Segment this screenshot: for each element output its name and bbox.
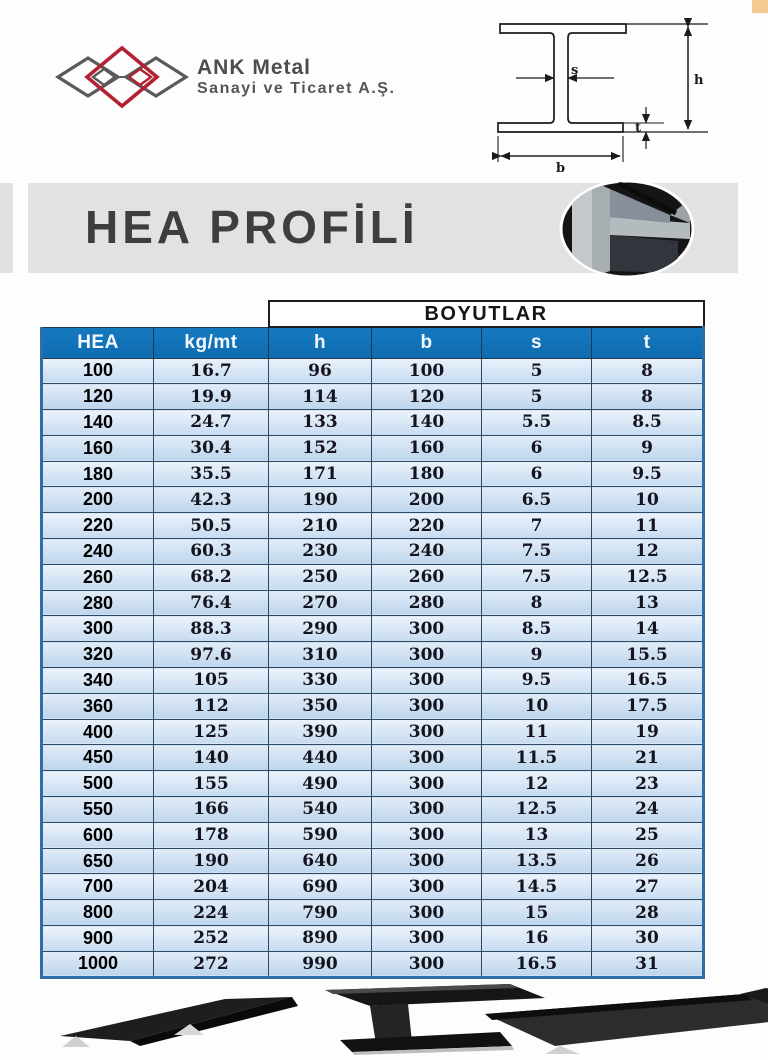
cell: 300 <box>372 822 482 848</box>
col-header-kg-mt: kg/mt <box>154 327 269 358</box>
logo-diamonds-icon <box>55 44 189 110</box>
cell: 272 <box>154 951 269 977</box>
cell: 120 <box>42 384 154 410</box>
cell: 140 <box>154 745 269 771</box>
boyutlar-header: BOYUTLAR <box>269 301 704 327</box>
table-row <box>42 771 704 797</box>
cell: 17.5 <box>592 693 704 719</box>
cell: 9 <box>592 435 704 461</box>
dim-label-h: h <box>694 73 704 88</box>
cell: 500 <box>42 771 154 797</box>
cell: 23 <box>592 771 704 797</box>
cell: 250 <box>269 564 372 590</box>
col-header-b: b <box>372 327 482 358</box>
cell: 42.3 <box>154 487 269 513</box>
cell: 140 <box>42 410 154 436</box>
cell: 190 <box>269 487 372 513</box>
cell: 8 <box>592 384 704 410</box>
table-row <box>42 616 704 642</box>
spec-table <box>40 300 705 979</box>
banner-left-strip <box>0 183 13 273</box>
cell: 11 <box>592 513 704 539</box>
table-row <box>42 384 704 410</box>
table-row <box>42 461 704 487</box>
cell: 310 <box>269 642 372 668</box>
cell: 340 <box>42 668 154 694</box>
banner <box>28 183 738 273</box>
cell: 7.5 <box>482 539 592 565</box>
page-title: HEA PROFİLİ <box>85 201 419 253</box>
cell: 280 <box>42 590 154 616</box>
cell: 330 <box>269 668 372 694</box>
table-row <box>42 719 704 745</box>
cell: 260 <box>372 564 482 590</box>
cell: 15.5 <box>592 642 704 668</box>
table-row <box>42 435 704 461</box>
cell: 100 <box>372 358 482 384</box>
cell: 21 <box>592 745 704 771</box>
table-row <box>42 874 704 900</box>
table-row <box>42 358 704 384</box>
cell: 105 <box>154 668 269 694</box>
cell: 12.5 <box>482 797 592 823</box>
cell: 270 <box>269 590 372 616</box>
cell: 12 <box>482 771 592 797</box>
cell: 125 <box>154 719 269 745</box>
cell: 360 <box>42 693 154 719</box>
table-row <box>42 487 704 513</box>
table-row <box>42 797 704 823</box>
beam-diagram <box>488 8 718 176</box>
cell: 300 <box>372 668 482 694</box>
cell: 14 <box>592 616 704 642</box>
cell: 490 <box>269 771 372 797</box>
steel-profiles-photo <box>40 984 768 1056</box>
cell: 13.5 <box>482 848 592 874</box>
cell: 178 <box>154 822 269 848</box>
cell: 230 <box>269 539 372 565</box>
cell: 27 <box>592 874 704 900</box>
table-row <box>42 539 704 565</box>
cell: 300 <box>372 616 482 642</box>
cell: 240 <box>42 539 154 565</box>
cell: 300 <box>372 771 482 797</box>
cell: 7.5 <box>482 564 592 590</box>
cell: 300 <box>372 926 482 952</box>
cell: 171 <box>269 461 372 487</box>
cell: 24 <box>592 797 704 823</box>
table-body <box>42 358 704 977</box>
cell: 13 <box>592 590 704 616</box>
cell: 200 <box>42 487 154 513</box>
cell: 300 <box>372 745 482 771</box>
table-row <box>42 590 704 616</box>
company-logo <box>55 44 395 110</box>
cell: 280 <box>372 590 482 616</box>
cell: 8 <box>482 590 592 616</box>
cell: 204 <box>154 874 269 900</box>
cell: 390 <box>269 719 372 745</box>
cell: 30 <box>592 926 704 952</box>
cell: 220 <box>42 513 154 539</box>
cell: 690 <box>269 874 372 900</box>
cell: 100 <box>42 358 154 384</box>
cell: 16.5 <box>482 951 592 977</box>
cell: 10 <box>592 487 704 513</box>
table-row <box>42 668 704 694</box>
table-row <box>42 745 704 771</box>
cell: 210 <box>269 513 372 539</box>
table-row <box>42 513 704 539</box>
cell: 300 <box>372 848 482 874</box>
cell: 8.5 <box>592 410 704 436</box>
cell: 140 <box>372 410 482 436</box>
company-subtitle: Sanayi ve Ticaret A.Ş. <box>197 79 396 97</box>
cell: 16.5 <box>592 668 704 694</box>
cell: 1000 <box>42 951 154 977</box>
cell: 24.7 <box>154 410 269 436</box>
cell: 16 <box>482 926 592 952</box>
cell: 290 <box>269 616 372 642</box>
cell: 400 <box>42 719 154 745</box>
cell: 152 <box>269 435 372 461</box>
cell: 160 <box>372 435 482 461</box>
cell: 60.3 <box>154 539 269 565</box>
cell: 12 <box>592 539 704 565</box>
cell: 19.9 <box>154 384 269 410</box>
cell: 650 <box>42 848 154 874</box>
cell: 13 <box>482 822 592 848</box>
cell: 31 <box>592 951 704 977</box>
cell: 800 <box>42 900 154 926</box>
cell: 240 <box>372 539 482 565</box>
table-header-row <box>42 327 704 358</box>
cell: 200 <box>372 487 482 513</box>
cell: 790 <box>269 900 372 926</box>
cell: 5.5 <box>482 410 592 436</box>
cell: 700 <box>42 874 154 900</box>
cell: 35.5 <box>154 461 269 487</box>
cell: 26 <box>592 848 704 874</box>
cell: 252 <box>154 926 269 952</box>
cell: 300 <box>372 874 482 900</box>
cell: 88.3 <box>154 616 269 642</box>
cell: 8 <box>592 358 704 384</box>
cell: 9.5 <box>592 461 704 487</box>
cell: 6.5 <box>482 487 592 513</box>
table-row <box>42 693 704 719</box>
col-header-t: t <box>592 327 704 358</box>
table-row <box>42 900 704 926</box>
cell: 440 <box>269 745 372 771</box>
cell: 300 <box>372 719 482 745</box>
group-header-row <box>42 301 704 327</box>
cell: 640 <box>269 848 372 874</box>
cell: 220 <box>372 513 482 539</box>
cell: 112 <box>154 693 269 719</box>
cell: 11.5 <box>482 745 592 771</box>
cell: 300 <box>372 642 482 668</box>
cell: 180 <box>42 461 154 487</box>
group-header-spacer <box>42 301 269 327</box>
cell: 540 <box>269 797 372 823</box>
cell: 300 <box>372 693 482 719</box>
cell: 550 <box>42 797 154 823</box>
cell: 6 <box>482 461 592 487</box>
cell: 300 <box>372 951 482 977</box>
table-row <box>42 564 704 590</box>
cell: 14.5 <box>482 874 592 900</box>
cell: 19 <box>592 719 704 745</box>
cell: 890 <box>269 926 372 952</box>
cell: 5 <box>482 384 592 410</box>
table-row <box>42 822 704 848</box>
cell: 120 <box>372 384 482 410</box>
company-name: ANK Metal <box>197 55 312 79</box>
table-row <box>42 926 704 952</box>
cell: 300 <box>372 797 482 823</box>
corner-accent-mark <box>752 0 768 13</box>
cell: 25 <box>592 822 704 848</box>
table-row <box>42 410 704 436</box>
cell: 590 <box>269 822 372 848</box>
cell: 350 <box>269 693 372 719</box>
table-row <box>42 951 704 977</box>
cell: 224 <box>154 900 269 926</box>
table-row <box>42 848 704 874</box>
col-header-s: s <box>482 327 592 358</box>
cell: 7 <box>482 513 592 539</box>
cell: 9 <box>482 642 592 668</box>
table-row <box>42 642 704 668</box>
cell: 300 <box>372 900 482 926</box>
cell: 50.5 <box>154 513 269 539</box>
cell: 160 <box>42 435 154 461</box>
cell: 450 <box>42 745 154 771</box>
cell: 96 <box>269 358 372 384</box>
cell: 8.5 <box>482 616 592 642</box>
cell: 16.7 <box>154 358 269 384</box>
cell: 15 <box>482 900 592 926</box>
cell: 166 <box>154 797 269 823</box>
profile-photo-circle <box>558 179 696 279</box>
cell: 12.5 <box>592 564 704 590</box>
cell: 6 <box>482 435 592 461</box>
cell: 11 <box>482 719 592 745</box>
cell: 133 <box>269 410 372 436</box>
cell: 180 <box>372 461 482 487</box>
cell: 260 <box>42 564 154 590</box>
cell: 9.5 <box>482 668 592 694</box>
dim-label-b: b <box>556 161 566 176</box>
cell: 10 <box>482 693 592 719</box>
logo-text-block <box>197 56 395 98</box>
cell: 900 <box>42 926 154 952</box>
cell: 600 <box>42 822 154 848</box>
cell: 300 <box>42 616 154 642</box>
col-header-hea: HEA <box>42 327 154 358</box>
cell: 68.2 <box>154 564 269 590</box>
cell: 114 <box>269 384 372 410</box>
cell: 97.6 <box>154 642 269 668</box>
cell: 155 <box>154 771 269 797</box>
cell: 990 <box>269 951 372 977</box>
dim-label-s: s <box>571 63 579 78</box>
col-header-h: h <box>269 327 372 358</box>
cell: 30.4 <box>154 435 269 461</box>
cell: 76.4 <box>154 590 269 616</box>
cell: 320 <box>42 642 154 668</box>
cell: 190 <box>154 848 269 874</box>
dim-label-t: t <box>635 120 642 136</box>
cell: 5 <box>482 358 592 384</box>
cell: 28 <box>592 900 704 926</box>
